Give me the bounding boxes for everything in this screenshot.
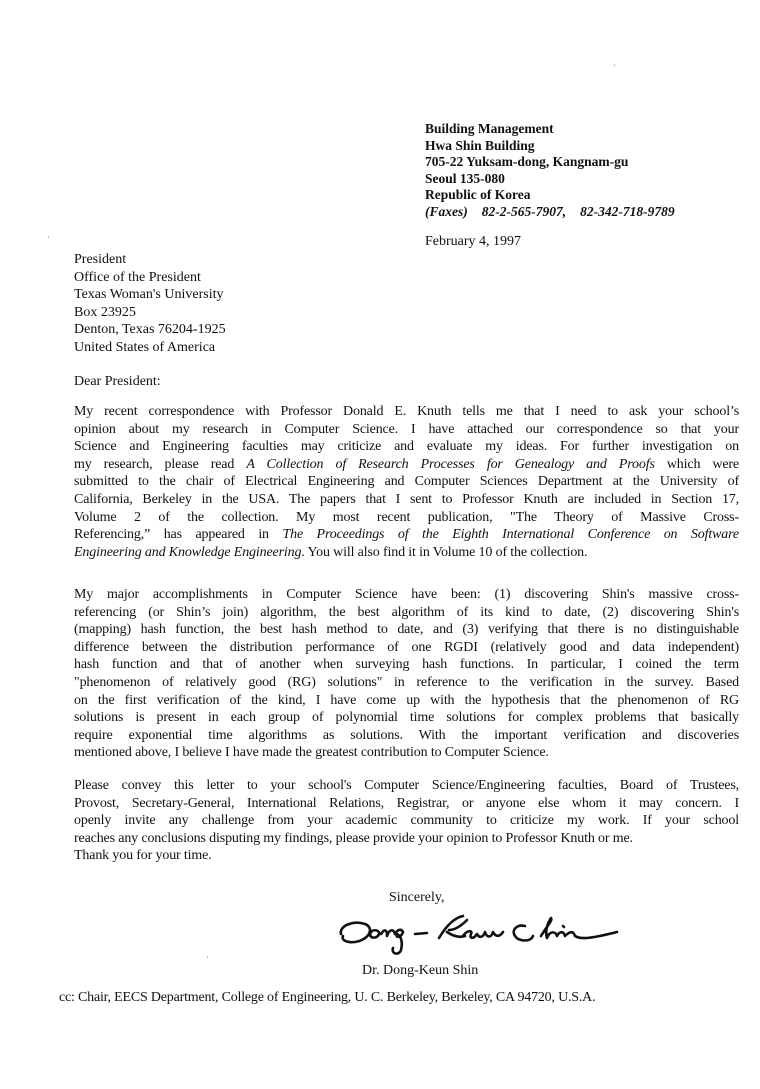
body-paragraph-3 (74, 777, 739, 865)
scan-speck (614, 64, 615, 66)
paragraph-line: Please convey this letter to your school's Computer Science/Engineering faculties, Board of Trustees, (74, 778, 739, 793)
sender-fax-line (425, 204, 675, 221)
paragraph-line: solutions is present in each group of polynomial time solutions for complex problems that basically (74, 710, 739, 726)
line-text: my research, please read (74, 456, 247, 472)
line-text: Referencing,” has appeared in (74, 527, 283, 543)
paragraph-line: submitted to the chair of Electrical Engineering and Computer Sciences Department at the University of (74, 474, 739, 490)
cc-line: cc: Chair, EECS Department, College of Engineering, U. C. Berkeley, Berkeley, CA 94720, U.S.A. (59, 990, 596, 1005)
paragraph-line: My major accomplishments in Computer Science have been: (1) discovering Shin's massive cross- (74, 587, 739, 602)
paragraph-line: California, Berkeley in the USA. The papers that I sent to Professor Knuth are included in Section 17, (74, 491, 739, 507)
paragraph-line: openly invite any challenge from your academic community to criticize my work. If your school (74, 813, 739, 829)
sender-address-block (425, 121, 675, 221)
body-paragraph-1 (74, 403, 739, 561)
scan-speck (48, 236, 49, 238)
closing: Sincerely, (389, 890, 445, 905)
paragraph-line: Thank you for your time. (74, 848, 212, 864)
fax-number-1: 82-2-565-7907, (481, 203, 567, 219)
paragraph-line: My recent correspondence with Professor Donald E. Knuth tells me that I need to ask your school’s (74, 404, 739, 419)
recipient-line: Box 23925 (74, 304, 136, 320)
letter-date: February 4, 1997 (425, 234, 522, 249)
paragraph-line: Provost, Secretary-General, International Relations, Registrar, or anyone else whom it may concern. I (74, 795, 739, 811)
paragraph-line: Volume 2 of the collection. My most recent publication, "The Theory of Massive Cross- (74, 509, 739, 525)
recipient-line: Texas Woman's University (74, 287, 224, 303)
book-title: A Collection of Research Processes for Genealogy and Proofs (246, 456, 655, 472)
paragraph-line (74, 544, 739, 562)
paragraph-line: mentioned above, I believe I have made the greatest contribution to Computer Science. (74, 745, 549, 761)
fax-label: (Faxes) (425, 203, 468, 219)
paragraph-line: (mapping) hash function, the best hash method to date, and (3) verifying that there is no distinguishable (74, 622, 739, 638)
signer-name: Dr. Dong-Keun Shin (362, 963, 479, 978)
paragraph-line (74, 526, 739, 544)
fax-number-2: 82-342-718-9789 (580, 203, 675, 219)
paragraph-line: hash function and that of another when surveying hash functions. In particular, I coined the term (74, 657, 739, 673)
paragraph-line: referencing (or Shin’s join) algorithm, the best algorithm of its kind to date, (2) discovering Shin's (74, 604, 739, 620)
paragraph-line: on the first verification of the kind, I have come up with the hypothesis that the phenomenon of RG (74, 692, 739, 708)
recipient-line: Office of the President (74, 269, 201, 285)
paragraph-line: "phenomenon of relatively good (RG) solutions" in reference to the verification in the survey. Based (74, 674, 739, 690)
paragraph-line: reaches any conclusions disputing my findings, please provide your opinion to Professor Knuth or me. (74, 830, 633, 846)
sender-line: 705-22 Yuksam-dong, Kangnam-gu (425, 154, 629, 170)
proceedings-title-continued: Engineering and Knowledge Engineering (74, 544, 302, 560)
recipient-line: United States of America (74, 339, 216, 355)
proceedings-title: The Proceedings of the Eighth International Conference on Software (282, 527, 739, 543)
signature-icon (335, 908, 625, 958)
recipient-line: Denton, Texas 76204-1925 (74, 322, 226, 338)
body-paragraph-2 (74, 586, 739, 762)
paragraph-line: Science and Engineering faculties may criticize and evaluate my ideas. For further investigation on (74, 439, 739, 455)
salutation: Dear President: (74, 374, 161, 389)
paragraph-line (74, 456, 739, 474)
line-text: which were (654, 456, 739, 472)
sender-line: Hwa Shin Building (425, 137, 535, 153)
sender-line: Building Management (425, 121, 554, 136)
paragraph-line: difference between the distribution performance of one RGDI (relatively good and data independent) (74, 639, 739, 655)
recipient-address-block (74, 251, 226, 357)
recipient-line: President (74, 252, 127, 267)
paragraph-line: require exponential time algorithms as solutions. With the important verification and discoveries (74, 727, 739, 743)
scan-speck (207, 956, 208, 958)
paragraph-line: opinion about my research in Computer Science. I have attached our correspondence so that your (74, 421, 739, 437)
sender-line: Seoul 135-080 (425, 170, 505, 186)
line-text: . You will also find it in Volume 10 of the collection. (301, 544, 588, 560)
sender-line: Republic of Korea (425, 187, 531, 203)
